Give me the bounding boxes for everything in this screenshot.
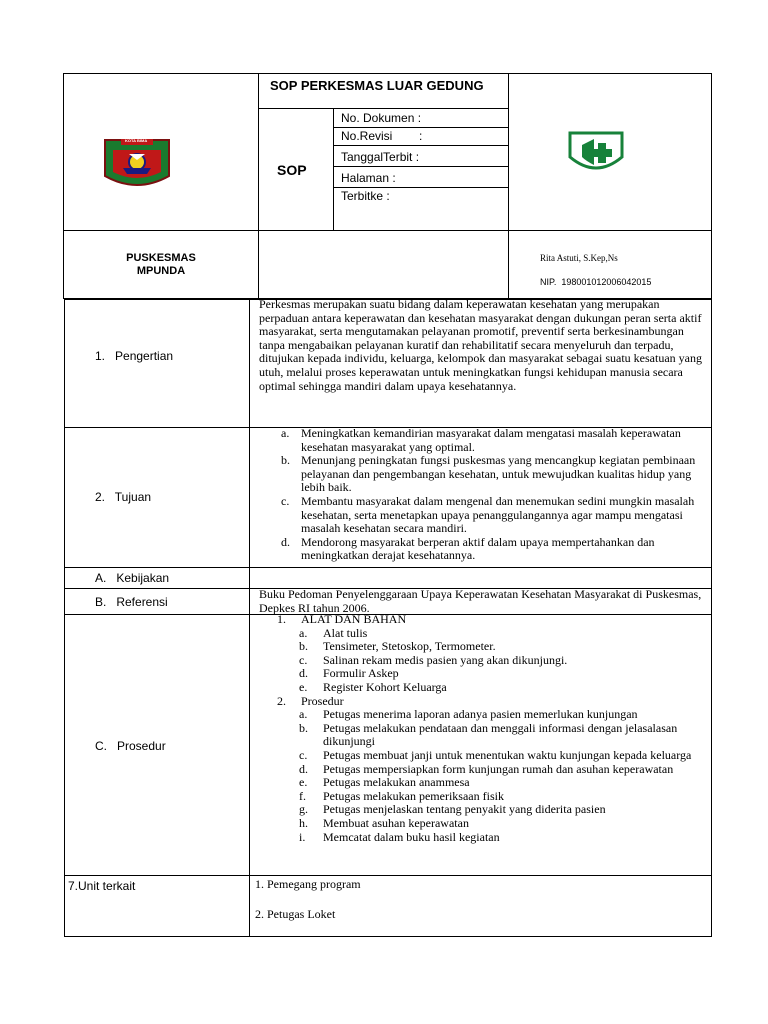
prosedur-text: Tensimeter, Stetoskop, Termometer. (323, 639, 496, 654)
prosedur-marker: c. (299, 747, 308, 762)
prosedur-item (299, 722, 709, 749)
org-name-line2: MPUNDA (136, 265, 186, 277)
label-referensi: B. Referensi (95, 595, 168, 609)
prosedur-text: Membuat asuhan keperawatan (323, 815, 469, 830)
prosedur-marker: g. (299, 802, 308, 817)
unit-terkait-item: 1. Pemegang program (255, 877, 361, 891)
label-tujuan: 2. Tujuan (95, 490, 152, 504)
list-tujuan (281, 427, 709, 563)
prosedur-sublist (299, 708, 709, 844)
list-prosedur (277, 613, 709, 844)
header-divider (333, 166, 508, 167)
prosedur-text: Petugas mempersiapkan form kunjungan rumah dan asuhan keperawatan (323, 761, 674, 776)
prosedur-marker: c. (299, 652, 308, 667)
header-divider (508, 73, 509, 299)
prosedur-item (299, 831, 709, 845)
org-name (63, 252, 259, 278)
tujuan-item (281, 454, 709, 495)
tujuan-item (281, 427, 709, 454)
header-divider (333, 127, 508, 128)
prosedur-text: Petugas melakukan pemeriksaan fisik (323, 788, 504, 803)
prosedur-group-marker: 1. (277, 612, 286, 626)
prosedur-sublist (299, 627, 709, 695)
meta-terbitke: Terbitke : (341, 189, 390, 203)
prosedur-group-title: ALAT DAN BAHAN (301, 612, 407, 626)
signer-nip: NIP. 198001012006042015 (540, 277, 652, 287)
prosedur-item (299, 749, 709, 763)
prosedur-marker: d. (299, 761, 308, 776)
prosedur-text: Petugas melakukan anammesa (323, 775, 470, 790)
prosedur-item (299, 667, 709, 681)
meta-no-dokumen: No. Dokumen : (341, 111, 422, 125)
header-divider (333, 187, 508, 188)
prosedur-marker: b. (299, 720, 308, 735)
sop-label: SOP (277, 162, 307, 178)
prosedur-item (299, 708, 709, 722)
tujuan-text: Meningkatkan kemandirian masyarakat dalam mengatasi masalah keperawatan kesehatan masyarakat yang optimal. (301, 426, 681, 454)
prosedur-marker: b. (299, 639, 308, 654)
prosedur-item (299, 627, 709, 641)
prosedur-group (277, 613, 709, 627)
tujuan-marker: c. (281, 493, 290, 508)
prosedur-marker: a. (299, 625, 308, 640)
prosedur-text: Register Kohort Keluarga (323, 679, 447, 694)
label-unit-terkait: 7.Unit terkait (68, 879, 136, 893)
puskesmas-logo (566, 131, 626, 173)
tujuan-text: Menunjang peningkatan fungsi puskesmas yang mencangkup kegiatan pembinaan pelayanan dan pengembangan kesehatan, untuk mewujudkan kualitas hidup yang lebih baik. (301, 453, 696, 495)
prosedur-text: Memcatat dalam buku hasil kegiatan (323, 829, 500, 844)
tujuan-item (281, 495, 709, 536)
prosedur-text: Petugas menerima laporan adanya pasien memerlukan kunjungan (323, 707, 638, 722)
prosedur-text: Petugas melakukan pendataan dan menggali informasi dengan jelasalasan dikunjungi (323, 720, 678, 749)
label-kebijakan: A. Kebijakan (95, 571, 170, 585)
header-divider (258, 108, 508, 109)
prosedur-group (277, 695, 709, 709)
prosedur-text: Petugas membuat janji untuk menentukan waktu kunjungan kepada keluarga (323, 747, 692, 762)
content-divider (64, 567, 712, 568)
prosedur-text: Alat tulis (323, 625, 368, 640)
prosedur-item (299, 817, 709, 831)
label-prosedur: C. Prosedur (95, 739, 166, 753)
city-emblem-logo (103, 138, 171, 188)
content-divider (64, 875, 712, 876)
prosedur-item (299, 654, 709, 668)
text-referensi: Buku Pedoman Penyelenggaraan Upaya Keperawatan Kesehatan Masyarakat di Puskesmas, Depkes RI tahun 2006. (259, 587, 702, 615)
prosedur-item (299, 803, 709, 817)
prosedur-group-title: Prosedur (301, 693, 344, 708)
label-pengertian: 1. Pengertian (95, 349, 174, 363)
prosedur-item (299, 640, 709, 654)
prosedur-group-marker: 2. (277, 693, 286, 708)
tujuan-item (281, 536, 709, 563)
prosedur-marker: a. (299, 707, 308, 722)
content-divider (249, 299, 250, 937)
meta-no-revisi: No.Revisi : (341, 129, 423, 143)
meta-tanggal-terbit: TanggalTerbit : (341, 150, 420, 164)
emblem-caption: KOTA BIMA (125, 138, 148, 143)
signer-name: Rita Astuti, S.Kep,Ns (540, 253, 618, 263)
tujuan-text: Mendorong masyarakat berperan aktif dalam upaya mempertahankan dan meningkatkan derajat kesehatannya. (301, 534, 655, 563)
prosedur-marker: e. (299, 679, 308, 694)
prosedur-marker: d. (299, 666, 308, 681)
prosedur-text: Formulir Askep (323, 666, 399, 681)
text-pengertian: Perkesmas merupakan suatu bidang dalam keperawatan kesehatan yang merupakan perpaduan antara keperawatan dan kesehatan masyarakat dengan dukungan peran serta aktif masyarakat, serta mengutamakan pelayanan promotif, preventif serta berkesinambungan tanpa mengabaikan pelayanan kuratif dan rehabilitatif secara menyeluruh dan terpadu, ditujukan kepada individu, keluarga, kelompok dan masyarakat sebagai suatu kesatuan yang utuh, melalui proses keperawatan untuk meningkatkan fungsi kehidupan manusia secara optimal sehingga mandiri dalam upaya kesehatannya. (259, 297, 702, 393)
prosedur-item (299, 681, 709, 695)
tujuan-marker: b. (281, 453, 290, 468)
prosedur-item (299, 776, 709, 790)
prosedur-text: Petugas menjelaskan tentang penyakit yang diderita pasien (323, 802, 606, 817)
prosedur-text: Salinan rekam medis pasien yang akan dikunjungi. (323, 652, 568, 667)
tujuan-text: Membantu masyarakat dalam mengenal dan menemukan sedini mungkin masalah kesehatan, serta menetapkan upaya penanggulangannya agar mampu mengatasi masalah kesehatan secara mandiri. (301, 493, 695, 536)
tujuan-marker: a. (281, 426, 290, 440)
prosedur-item (299, 763, 709, 777)
tujuan-marker: d. (281, 534, 290, 549)
prosedur-marker: e. (299, 775, 308, 790)
document-title: SOP PERKESMAS LUAR GEDUNG (270, 78, 484, 93)
org-name-line1: PUSKESMAS (126, 252, 196, 264)
prosedur-marker: f. (299, 788, 306, 803)
prosedur-item (299, 790, 709, 804)
prosedur-marker: i. (299, 829, 306, 844)
unit-terkait-item: 2. Petugas Loket (255, 907, 336, 921)
prosedur-marker: h. (299, 815, 308, 830)
header-divider (63, 230, 712, 231)
header-divider (333, 145, 508, 146)
meta-halaman: Halaman : (341, 171, 396, 185)
